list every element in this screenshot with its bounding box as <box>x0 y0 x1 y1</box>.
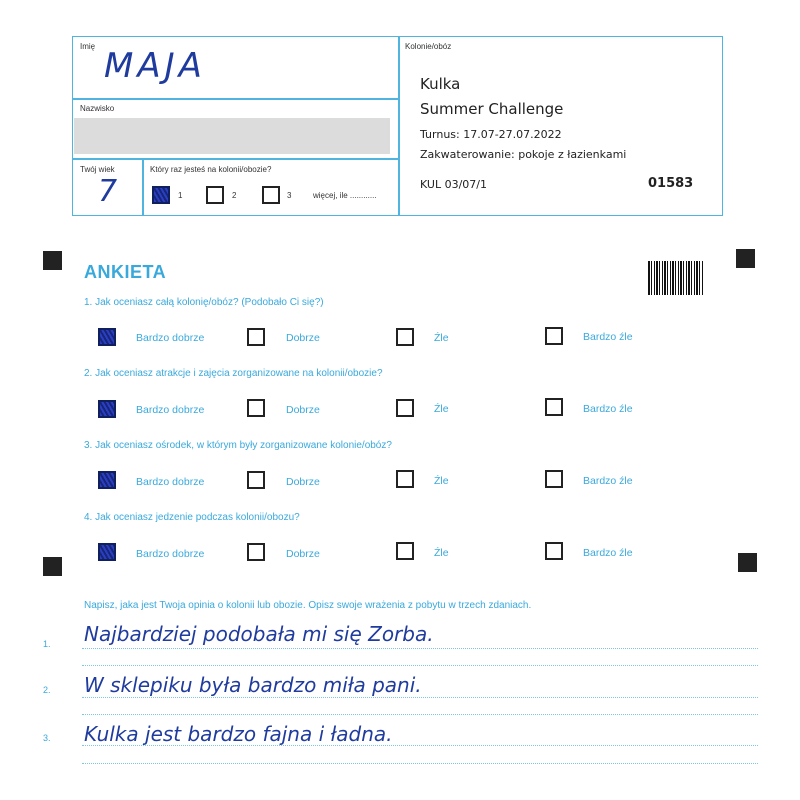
age-value: 7 <box>98 174 118 209</box>
question-3: 3. Jak oceniasz ośrodek, w którym były zorganizowane kolonie/obóz? <box>84 440 392 451</box>
times-checkbox-2[interactable] <box>206 186 224 204</box>
surname-label: Nazwisko <box>80 104 115 113</box>
opinion-dotted-line-2b <box>82 714 758 715</box>
q4-option-bardzo-zle-checkbox[interactable] <box>545 542 563 560</box>
opinion-line-number-1: 1. <box>43 639 51 649</box>
q3-option-zle-checkbox[interactable] <box>396 470 414 488</box>
q3-option-bardzo-zle-label: Bardzo źle <box>583 475 633 487</box>
q1-option-zle-checkbox[interactable] <box>396 328 414 346</box>
q3-option-bardzo-dobrze-checkbox[interactable] <box>98 471 116 489</box>
opinion-line-3[interactable]: Kulka jest bardzo fajna i ładna. <box>84 722 393 746</box>
opinion-line-number-3: 3. <box>43 733 51 743</box>
camp-title: Summer Challenge <box>420 100 564 118</box>
q4-option-zle-checkbox[interactable] <box>396 542 414 560</box>
q4-option-bardzo-zle-label: Bardzo źle <box>583 547 633 559</box>
q1-option-zle-label: Źle <box>434 332 449 344</box>
registration-marker-top-right <box>736 249 755 268</box>
name-label: Imię <box>80 42 96 51</box>
opinion-line-2[interactable]: W sklepiku była bardzo miła pani. <box>84 673 422 697</box>
times-label: Który raz jesteś na kolonii/obozie? <box>150 165 272 174</box>
q3-option-dobrze-checkbox[interactable] <box>247 471 265 489</box>
q4-option-bardzo-dobrze-checkbox[interactable] <box>98 543 116 561</box>
q4-option-dobrze-label: Dobrze <box>286 548 320 560</box>
q2-option-zle-checkbox[interactable] <box>396 399 414 417</box>
question-4: 4. Jak oceniasz jedzenie podczas kolonii/obozu? <box>84 512 300 523</box>
q4-option-dobrze-checkbox[interactable] <box>247 543 265 561</box>
question-1: 1. Jak oceniasz całą kolonię/obóz? (Podobało Ci się?) <box>84 297 324 308</box>
times-option-3: 3 <box>287 191 292 200</box>
camp-label: Kolonie/obóz <box>405 42 452 51</box>
opinion-dotted-line-1 <box>82 648 758 649</box>
opinion-dotted-line-3 <box>82 745 758 746</box>
times-option-1: 1 <box>178 191 183 200</box>
surname-redacted <box>74 118 390 154</box>
camp-code: KUL 03/07/1 <box>420 178 487 191</box>
q3-option-bardzo-dobrze-label: Bardzo dobrze <box>136 476 205 488</box>
times-checkbox-1[interactable] <box>152 186 170 204</box>
header-divider <box>398 36 400 216</box>
q2-option-bardzo-dobrze-checkbox[interactable] <box>98 400 116 418</box>
opinion-dotted-line-2 <box>82 697 758 698</box>
form-number: 01583 <box>648 176 694 191</box>
q2-option-bardzo-zle-label: Bardzo źle <box>583 403 633 415</box>
opinion-line-1[interactable]: Najbardziej podobała mi się Zorba. <box>84 622 434 646</box>
q3-option-dobrze-label: Dobrze <box>286 476 320 488</box>
barcode <box>648 261 704 295</box>
survey-title: ANKIETA <box>84 262 167 282</box>
q1-option-bardzo-dobrze-label: Bardzo dobrze <box>136 332 205 344</box>
q2-option-dobrze-checkbox[interactable] <box>247 399 265 417</box>
registration-marker-top-left <box>43 251 62 270</box>
name-divider <box>72 98 399 100</box>
q2-option-dobrze-label: Dobrze <box>286 404 320 416</box>
times-more: więcej, ile ............ <box>313 191 377 200</box>
times-option-2: 2 <box>232 191 237 200</box>
q1-option-bardzo-dobrze-checkbox[interactable] <box>98 328 116 346</box>
opinion-line-number-2: 2. <box>43 685 51 695</box>
q1-option-bardzo-zle-checkbox[interactable] <box>545 327 563 345</box>
opinion-dotted-line-3b <box>82 763 758 764</box>
registration-marker-bottom-right <box>738 553 757 572</box>
surname-divider <box>72 158 399 160</box>
q3-option-bardzo-zle-checkbox[interactable] <box>545 470 563 488</box>
times-checkbox-3[interactable] <box>262 186 280 204</box>
name-value: MAJA <box>104 46 206 86</box>
accommodation: Zakwaterowanie: pokoje z łazienkami <box>420 148 627 161</box>
q2-option-bardzo-dobrze-label: Bardzo dobrze <box>136 404 205 416</box>
age-divider <box>142 158 144 216</box>
q1-option-bardzo-zle-label: Bardzo źle <box>583 331 633 343</box>
age-label: Twój wiek <box>80 165 115 174</box>
q2-option-bardzo-zle-checkbox[interactable] <box>545 398 563 416</box>
question-2: 2. Jak oceniasz atrakcje i zajęcia zorganizowane na kolonii/obozie? <box>84 368 383 379</box>
q4-option-zle-label: Źle <box>434 547 449 559</box>
turnus: Turnus: 17.07-27.07.2022 <box>420 128 562 141</box>
opinion-prompt: Napisz, jaka jest Twoja opinia o kolonii lub obozie. Opisz swoje wrażenia z pobytu w trzech zdaniach. <box>84 600 532 611</box>
q3-option-zle-label: Źle <box>434 475 449 487</box>
q4-option-bardzo-dobrze-label: Bardzo dobrze <box>136 548 205 560</box>
q1-option-dobrze-label: Dobrze <box>286 332 320 344</box>
registration-marker-bottom-left <box>43 557 62 576</box>
opinion-dotted-line-1b <box>82 665 758 666</box>
q2-option-zle-label: Źle <box>434 403 449 415</box>
camp-name: Kulka <box>420 75 461 93</box>
q1-option-dobrze-checkbox[interactable] <box>247 328 265 346</box>
